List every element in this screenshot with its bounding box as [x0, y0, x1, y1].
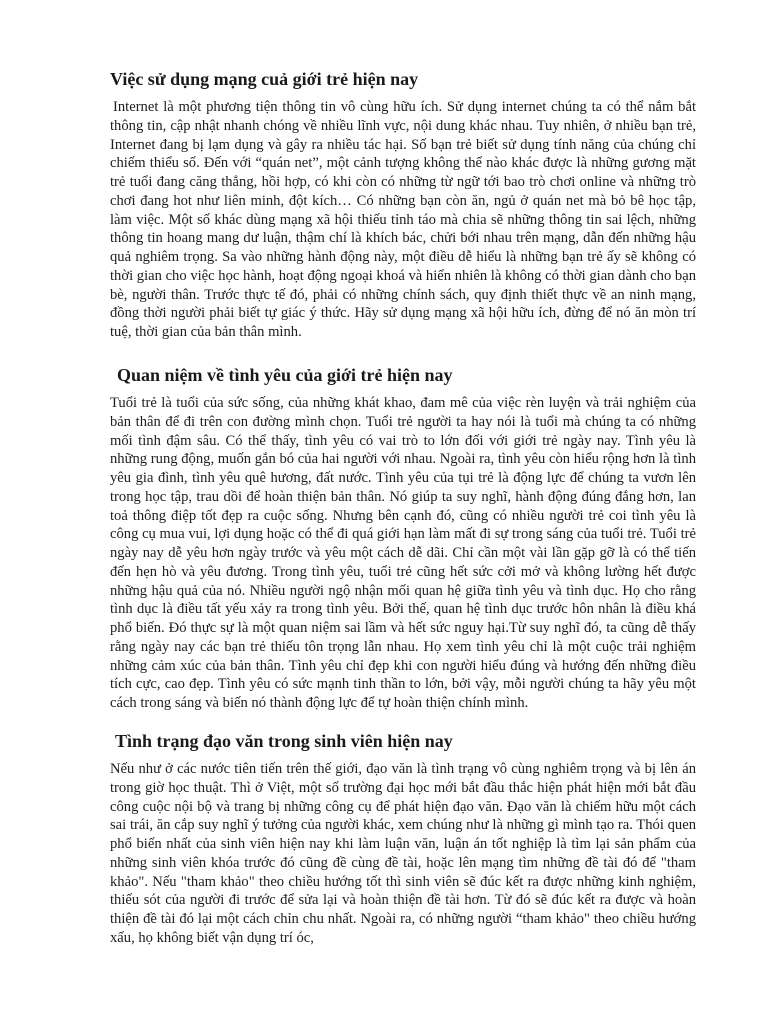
- section-paragraph: Internet là một phương tiện thông tin vô cùng hữu ích. Sử dụng internet chúng ta có thể nắm bắt thông tin, cập nhật nhanh chóng về nhiều lĩnh vực, nội dung khác nhau. Tuy nhiên, ở nhiều bạn trẻ, Internet đang bị lạm dụng và gây ra nhiều tác hại. Số bạn trẻ biết sử dụng tính năng của chúng chỉ chiếm thiểu số. Đến với “quán net”, một cảnh tượng không thể nào khác được là những gương mặt trẻ tuổi đang căng thẳng, hồi hợp, có khi còn có những từ ngữ tới bao trò chơi online và những trò chơi đang hot như liên minh, đột kích… Có những bạn còn ăn, ngủ ở quán net mà bỏ bê học tập, làm việc. Một số khác dùng mạng xã hội thiếu tỉnh táo mà chia sẽ những thông tin sai lệch, những thông tin hoang mang dư luận, thậm chí là khích bác, chửi bới nhau trên mạng, dẫn đến những hậu quả nghiêm trọng. Sa vào những hành động này, một điều dễ hiểu là những bạn trẻ ấy sẽ không có thời gian cho việc học hành, hoạt động ngoại khoá và hiển nhiên là không có thời gian dành cho bạn bè, người thân. Trước thực tế đó, phải có những chính sách, quy định thiết thực về an ninh mạng, đồng thời người phải biết tự giác ý thức. Hãy sử dụng mạng xã hội hữu ích, đừng để nó ăn mòn trí tuệ, thời gian của bản thân mình.: [110, 99, 696, 340]
- section-internet-usage: [110, 68, 696, 342]
- section-heading: Việc sử dụng mạng cuả giới trẻ hiện nay: [110, 69, 419, 89]
- section-plagiarism: [110, 730, 696, 948]
- section-love-views: [110, 364, 696, 713]
- section-heading: Tình trạng đạo văn trong sinh viên hiện nay: [115, 731, 453, 751]
- section-paragraph: Nếu như ở các nước tiên tiến trên thế giới, đạo văn là tình trạng vô cùng nghiêm trọng và bị lên án trong giờ học thuật. Thì ở Việt, một số trường đại học mới bắt đầu thắc hiện phát hiện mới bắt đầu công cuộc nội bộ và trang bị những công cụ để phát hiện đạo văn. Đạo văn là chiếm hữu một cách sai trái, ăn cắp suy nghĩ ý tưởng của người khác, xem chúng như là những gì mình tạo ra. Thói quen phổ biến nhất của sinh viên hiện nay khi làm luận văn, luận án tốt nghiệp là tìm lại sản phẩm của những sinh viên khóa trước đó cũng đề cùng đề tài, hoặc lên mạng tìm những đề tài đó để "tham khảo". Nếu "tham khảo" theo chiều hướng tốt thì sinh viên sẽ đúc kết ra được những kinh nghiệm, thiếu sót của người đi trước để sửa lại và hoàn thiện đề tài hơn. Từ đó sẽ đúc kết ra được và hoàn thiện đề tài đó lại một cách chỉn chu nhất. Ngoài ra, có những người “tham khảo" theo chiều hướng xấu, họ không biết vận dụng trí óc,: [110, 761, 696, 946]
- section-heading: Quan niệm về tình yêu của giới trẻ hiện nay: [117, 365, 453, 385]
- section-paragraph: Tuổi trẻ là tuổi của sức sống, của những khát khao, đam mê của việc rèn luyện và trải nghiệm của bản thân để đi trên con đường mình chọn. Tuổi trẻ người ta hay nói là tuổi mà chúng ta có những mối tình đậm sâu. Có thể thấy, tình yêu có vai trò to lớn đối với giới trẻ ngày nay. Tình yêu là những rung động, muốn gắn bó của hai người với nhau. Ngoài ra, tình yêu còn hiểu rộng hơn là tình yêu gia đình, tình yêu quê hương, đất nước. Tình yêu của tụi trẻ là động lực để chúng ta vươn lên trong học tập, trau dồi để hoàn thiện bản thân. Nó giúp ta suy nghĩ, hành động đúng đắng hơn, lan toả thông điệp tốt đẹp ra cuộc sống. Nhưng bên cạnh đó, cũng có nhiều người trẻ coi tình yêu là công cụ mua vui, lợi dụng hoặc có thể đi quá giới hạn làm mất đi sự trong sáng của tuổi trẻ. Tuổi trẻ ngày nay dễ yêu hơn ngày trước và yêu một cách dễ dãi. Chỉ cần một vài lần gặp gỡ là có thể tiến đến hẹn hò và yêu đương. Trong tình yêu, tuổi trẻ cũng hết sức cởi mở và không lường hết được những hậu quả của nó. Nhiều người ngộ nhận mối quan hệ giữa tình yêu và tình dục. Họ cho rằng tình dục là điều tất yếu xảy ra trong tình yêu. Bởi thế, quan hệ tình dục trước hôn nhân là điều khá phổ biến. Đó thực sự là một quan niệm sai lầm và hết sức nguy hại.Từ suy nghĩ đó, ta cũng dễ thấy rằng ngày nay các bạn trẻ thiếu tôn trọng lẫn nhau. Họ xem tình yêu chỉ là một cuộc trải nghiệm những cảm xúc của bản thân. Tình yêu chỉ đẹp khi con người hiểu đúng và hướng đến những điều tích cực, cao đẹp. Tình yêu có sức mạnh tinh thần to lớn, bởi vậy, mỗi người chúng ta hãy yêu một cách trong sáng và biến nó thành động lực để tự hoàn thiện chính mình.: [110, 395, 696, 711]
